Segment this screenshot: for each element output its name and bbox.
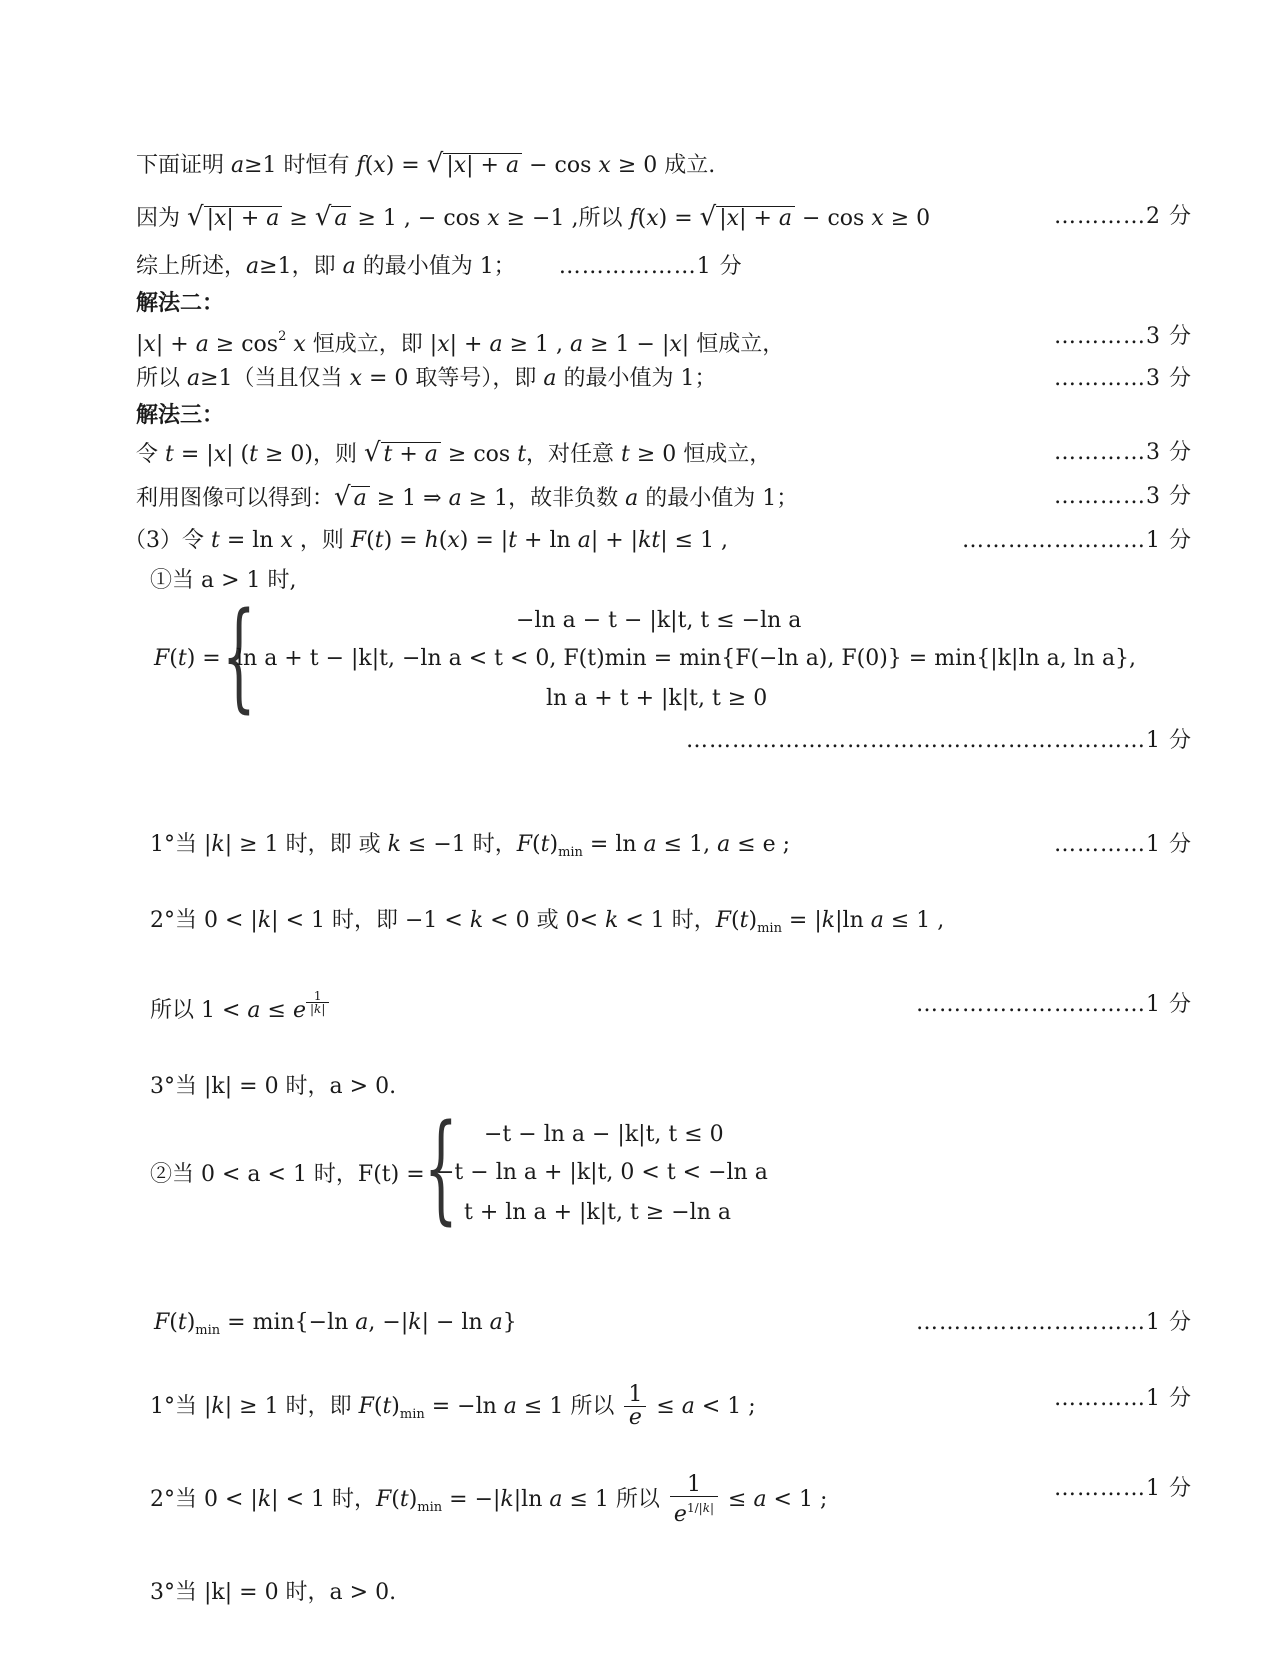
subcase-1-2-result xyxy=(150,988,329,1026)
score-mark xyxy=(1054,1474,1192,1504)
score-text: …………1 分 xyxy=(1054,1476,1192,1501)
text-segment: 因为 √ |x| + a ≥ √ a ≥ 1 , − cos x ≥ −1 ,所以 f(x) = √ |x| + a − cos x ≥ 0 xyxy=(136,202,931,232)
text-segment: 2°当 0 < |k| < 1 时，$F(t)_{min} = -|k|\ln$ a ≤ 1 所以 $\frac{1}{e^{1/|k|}}$ ≤ a < 1 ; xyxy=(150,1472,828,1527)
score-mark xyxy=(1054,1384,1192,1414)
score-mark xyxy=(1054,438,1192,468)
text-segment: 2°当 0 < |k| < 1 时，即 −1 < k < 0 或 0< k < 1 时，$F(t)_{min} = |k|\ln$ a ≤ 1 , xyxy=(150,908,945,936)
text-segment: $F(t)_{min} = \min\{-\ln$ a, −|k| − ln a} xyxy=(154,1310,517,1338)
method-heading-2: 解法二： xyxy=(136,290,225,316)
proof-line-5 xyxy=(136,322,784,360)
proof-line-8 xyxy=(136,438,771,470)
case-heading-1: ①当 a > 1 时, xyxy=(150,568,297,593)
score-mark xyxy=(916,990,1192,1020)
subcase-2-1 xyxy=(150,1384,756,1430)
proof-line-1 xyxy=(136,149,715,181)
text-segment: 下面证明 a≥1 时恒有 f(x) = √ |x| + a − cos x ≥ 0 成立. xyxy=(136,149,716,179)
min-expression xyxy=(154,1308,517,1346)
score-mark xyxy=(1054,364,1192,394)
piecewise-case-2: ln a + t − |k|t, −ln a < t < 0, F(t)min = min{F(−ln a), F(0)} = min{|k|ln a, ln a}, xyxy=(236,646,1137,671)
text-segment: 1°当 |k| ≥ 1 时，即 $F(t)_{min} = -\ln$ a ≤ 1 所以 $\frac{1}{e}$ ≤ a < 1 ; xyxy=(150,1382,756,1430)
case-heading-2: ②当 0 < a < 1 时，F(t) = xyxy=(150,1162,425,1187)
subcase-1-2 xyxy=(150,906,944,944)
left-brace: { xyxy=(222,586,256,724)
method-heading-3: 解法三： xyxy=(136,402,225,428)
score-text: ……………………………………………………1 分 xyxy=(686,728,1192,753)
score-mark xyxy=(1054,830,1192,860)
score-mark xyxy=(686,726,1192,756)
score-text: …………1 分 xyxy=(1054,1386,1192,1411)
piecewise2-case-2: −t − ln a + |k|t, 0 < t < −ln a xyxy=(436,1160,768,1185)
text-segment: 所以 a≥1（当且仅当 x = 0 取等号），即 a 的最小值为 1； xyxy=(136,366,717,391)
score-text: …………………………1 分 xyxy=(916,992,1192,1017)
proof-line-9 xyxy=(136,482,798,514)
proof-line-6 xyxy=(136,364,717,394)
text-segment: 综上所述，a≥1，即 a 的最小值为 1； xyxy=(136,254,516,279)
text-segment: 利用图像可以得到：√ a ≥ 1 ⇒ a ≥ 1，故非负数 a 的最小值为 1； xyxy=(136,482,799,512)
score-mark xyxy=(962,526,1192,556)
proof-line-3 xyxy=(136,252,743,282)
score-text: …………………………1 分 xyxy=(916,1310,1192,1335)
score-text: …………3 分 xyxy=(1054,484,1192,509)
piecewise2-case-1: −t − ln a − |k|t, t ≤ 0 xyxy=(484,1122,724,1147)
text-segment: 令 t = |x| (t ≥ 0)，则 √ t + a ≥ cos t，对任意 t ≥ 0 恒成立， xyxy=(136,438,772,468)
subcase-2-3: 3°当 |k| = 0 时，a > 0. xyxy=(150,1580,397,1605)
score-text: …………3 分 xyxy=(1054,366,1192,391)
score-mark xyxy=(1054,482,1192,512)
score-text: ……………………1 分 xyxy=(962,528,1192,553)
score-text: …………1 分 xyxy=(1054,832,1192,857)
piecewise-case-3: ln a + t + |k|t, t ≥ 0 xyxy=(546,686,768,711)
proof-line-10 xyxy=(124,526,728,556)
text-segment: 1°当 |k| ≥ 1 时，即 或 k ≤ −1 时，$F(t)_{min} = \ln a \le 1$, a ≤ e ; xyxy=(150,832,791,860)
score-mark xyxy=(1054,322,1192,352)
left-brace: { xyxy=(424,1098,458,1236)
piecewise-case-1: −ln a − t − |k|t, t ≤ −ln a xyxy=(516,608,802,633)
score-mark xyxy=(916,1308,1192,1338)
score-text: …………3 分 xyxy=(1054,324,1192,349)
score-text: …………3 分 xyxy=(1054,440,1192,465)
score-text: ………………1 分 xyxy=(558,254,743,279)
text-segment: $|x| + a \ge \cos^2 x$ 恒成立，即 |x| + a ≥ 1 , a ≥ 1 − |x| 恒成立， xyxy=(136,329,785,357)
subcase-1-3: 3°当 |k| = 0 时，a > 0. xyxy=(150,1074,397,1099)
subcase-1-1 xyxy=(150,830,790,868)
piecewise2-case-3: t + ln a + |k|t, t ≥ −ln a xyxy=(464,1200,731,1225)
score-text: …………2 分 xyxy=(1054,204,1192,229)
text-segment: 所以 1 < a ≤ e $^{\frac{1}{|k|}}$ xyxy=(150,998,329,1023)
score-mark xyxy=(1054,202,1192,232)
piecewise-label: F(t) = xyxy=(154,646,221,671)
text-segment: （3）令 t = ln x ，则 F(t) = h(x) = |t + ln a| + |kt| ≤ 1 , xyxy=(124,528,729,553)
proof-line-2 xyxy=(136,202,930,234)
subcase-2-2 xyxy=(150,1474,827,1526)
